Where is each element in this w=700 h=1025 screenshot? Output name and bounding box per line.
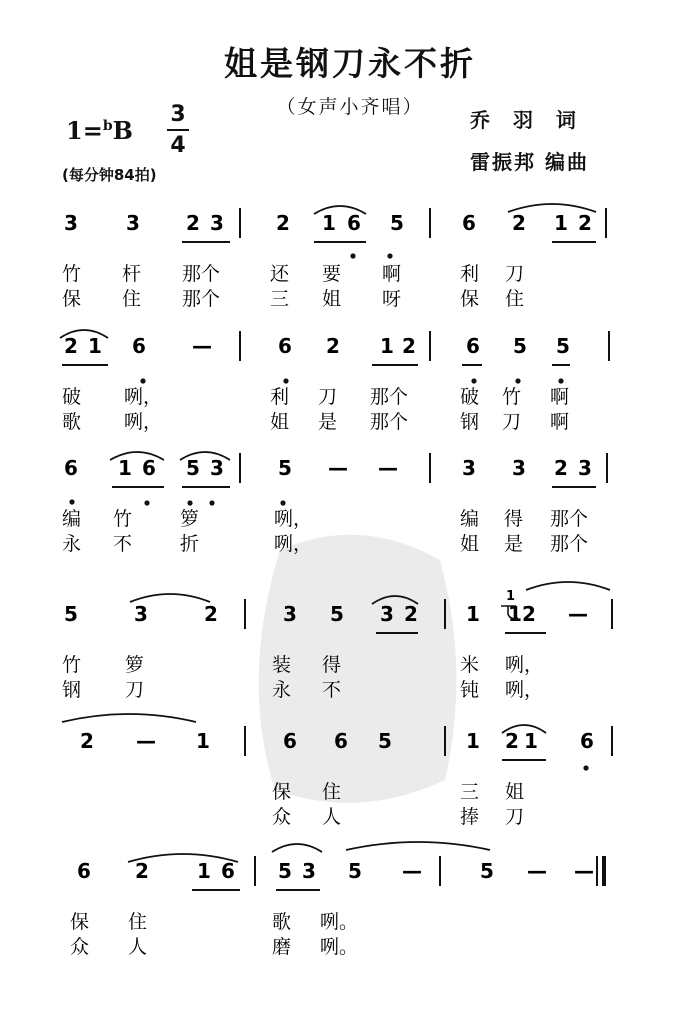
lyric-verse-1: 得	[322, 654, 342, 676]
lyric-verse-2: 磨	[272, 936, 292, 958]
lyric-verse-1: 那个	[370, 386, 409, 408]
lyric-verse-1: 利	[460, 263, 480, 285]
lyric-verse-2: 那个	[370, 411, 409, 433]
lyric-verse-2: 刀	[125, 679, 145, 701]
lyric-verse-2: 钢	[62, 679, 82, 701]
lyric-verse-2: 歌	[62, 411, 82, 433]
octave-dot	[583, 765, 588, 770]
lyric-verse-1: 装	[272, 654, 292, 676]
octave-dot	[144, 500, 149, 505]
note: 5	[390, 211, 404, 235]
lyric-verse-2: 众	[272, 806, 292, 828]
note: 5	[480, 859, 494, 883]
note: 6	[64, 456, 78, 480]
note: 6	[462, 211, 476, 235]
lyric-verse-1: 竹	[62, 654, 82, 676]
note: 5	[378, 729, 392, 753]
note: 3	[302, 859, 316, 883]
note: 1	[524, 729, 538, 753]
lyric-verse-1: 姐	[505, 781, 525, 803]
key-note: B	[112, 116, 133, 145]
note: 5	[64, 602, 78, 626]
note: 2	[505, 729, 519, 753]
lyric-verse-1: 那个	[182, 263, 221, 285]
lyric-verse-1: 咧，	[274, 508, 313, 530]
lyric-verse-2: 咧，	[124, 411, 163, 433]
octave-dot	[69, 499, 74, 504]
lyricist-credit: 乔 羽 词	[470, 108, 584, 132]
time-signature-bottom: 4	[170, 133, 186, 158]
octave-dot	[140, 378, 145, 383]
lyric-verse-2: 钢	[460, 411, 480, 433]
lyric-verse-2: 刀	[502, 411, 522, 433]
note: 5	[278, 859, 292, 883]
grace-note: 1	[506, 589, 516, 604]
note: 3	[134, 602, 148, 626]
lyric-verse-1: 保	[272, 781, 292, 803]
octave-dot	[283, 378, 288, 383]
arranger-credit: 雷振邦 编曲	[470, 150, 589, 174]
note: 2	[512, 211, 526, 235]
lyric-verse-1: 刀	[505, 263, 525, 285]
lyric-verse-2: 众	[70, 936, 90, 958]
lyric-verse-1: 箩	[180, 508, 200, 530]
lyric-verse-1: 住	[322, 781, 342, 803]
note: 3	[210, 456, 224, 480]
note: 1	[197, 859, 211, 883]
note: —	[574, 859, 594, 883]
note: 3	[210, 211, 224, 235]
lyric-verse-1: 箩	[125, 654, 145, 676]
note: 2	[276, 211, 290, 235]
note: 6	[132, 334, 146, 358]
lyric-verse-1: 竹	[113, 508, 133, 530]
note: 5	[186, 456, 200, 480]
lyric-verse-2: 永	[62, 533, 82, 555]
note: 2	[80, 729, 94, 753]
lyric-verse-1: 米	[460, 654, 480, 676]
note: 5	[348, 859, 362, 883]
octave-dot	[471, 378, 476, 383]
lyric-verse-1: 啊	[382, 263, 402, 285]
note: 3	[126, 211, 140, 235]
lyric-verse-2: 刀	[505, 806, 525, 828]
note: 6	[466, 334, 480, 358]
song-subtitle: （女声小齐唱）	[276, 96, 424, 118]
octave-dot	[387, 253, 392, 258]
lyric-verse-1: 刀	[318, 386, 338, 408]
lyric-verse-1: 那个	[550, 508, 589, 530]
lyric-verse-2: 保	[460, 288, 480, 310]
note: —	[192, 334, 212, 358]
lyric-verse-1: 还	[270, 263, 290, 285]
note: —	[527, 859, 547, 883]
lyric-verse-1: 啊	[550, 386, 570, 408]
octave-dot	[209, 500, 214, 505]
lyric-verse-2: 呀	[382, 288, 402, 310]
lyric-verse-1: 咧，	[505, 654, 544, 676]
note: 2	[554, 456, 568, 480]
lyric-verse-1: 住	[128, 911, 148, 933]
octave-dot	[515, 378, 520, 383]
slur	[272, 844, 322, 852]
note: 1	[88, 334, 102, 358]
lyric-verse-2: 是	[318, 411, 338, 433]
lyric-verse-2: 姐	[460, 533, 480, 555]
lyric-verse-2: 保	[62, 288, 82, 310]
note: 6	[77, 859, 91, 883]
lyric-verse-2: 钝	[460, 679, 480, 701]
note: 2	[186, 211, 200, 235]
lyric-verse-2: 折	[180, 533, 200, 555]
note: 3	[512, 456, 526, 480]
lyric-verse-2: 捧	[460, 806, 480, 828]
lyric-verse-1: 歌	[272, 911, 292, 933]
note: 2	[64, 334, 78, 358]
note: —	[378, 456, 398, 480]
tempo-marking: (每分钟84拍)	[62, 166, 157, 184]
note: 2	[326, 334, 340, 358]
note: 2	[204, 602, 218, 626]
lyric-verse-2: 咧。	[320, 936, 359, 958]
note: 3	[578, 456, 592, 480]
lyric-verse-1: 编	[62, 508, 82, 530]
note: 6	[580, 729, 594, 753]
lyric-verse-2: 咧，	[505, 679, 544, 701]
note: 1	[322, 211, 336, 235]
note: —	[568, 602, 588, 626]
note: 3	[462, 456, 476, 480]
note: 5	[330, 602, 344, 626]
lyric-verse-1: 三	[460, 781, 480, 803]
lyric-verse-2: 是	[504, 533, 524, 555]
lyric-verse-2: 那个	[182, 288, 221, 310]
note: 6	[278, 334, 292, 358]
lyric-verse-1: 咧，	[124, 386, 163, 408]
octave-dot	[187, 500, 192, 505]
note: 5	[513, 334, 527, 358]
lyric-verse-1: 破	[460, 386, 480, 408]
note: 2	[402, 334, 416, 358]
note: 1	[466, 602, 480, 626]
lyric-verse-1: 竹	[62, 263, 82, 285]
lyric-verse-1: 利	[270, 386, 290, 408]
octave-dot	[280, 500, 285, 505]
lyric-verse-2: 人	[322, 806, 342, 828]
note: 1	[118, 456, 132, 480]
note: 6	[221, 859, 235, 883]
song-title: 姐是钢刀永不折	[224, 44, 476, 83]
slur	[62, 714, 196, 722]
lyric-verse-1: 要	[322, 263, 342, 285]
lyric-verse-2: 三	[270, 288, 290, 310]
lyric-verse-2: 咧，	[274, 533, 313, 555]
slur	[526, 582, 610, 590]
note: —	[402, 859, 422, 883]
lyric-verse-1: 竹	[502, 386, 522, 408]
note: 5	[278, 456, 292, 480]
note: 3	[64, 211, 78, 235]
lyric-verse-1: 保	[70, 911, 90, 933]
lyric-verse-2: 永	[272, 679, 292, 701]
lyric-verse-2: 住	[505, 288, 525, 310]
lyric-verse-1: 破	[62, 386, 82, 408]
note: 2	[404, 602, 418, 626]
lyric-verse-1: 咧。	[320, 911, 359, 933]
note: 2	[135, 859, 149, 883]
lyric-verse-1: 杆	[122, 263, 142, 285]
note: 1	[466, 729, 480, 753]
time-signature-top: 3	[170, 102, 186, 127]
lyric-verse-2: 姐	[322, 288, 342, 310]
note: 1	[196, 729, 210, 753]
note: —	[136, 729, 156, 753]
flat-sign: b	[102, 118, 113, 134]
lyric-verse-2: 不	[322, 679, 342, 701]
key-prefix: 1=	[66, 116, 103, 145]
note: 2	[522, 602, 536, 626]
lyric-verse-2: 住	[122, 288, 142, 310]
lyric-verse-2: 那个	[550, 533, 589, 555]
note: 3	[380, 602, 394, 626]
note: 2	[578, 211, 592, 235]
note: 5	[556, 334, 570, 358]
slur	[130, 594, 210, 602]
lyric-verse-2: 啊	[550, 411, 570, 433]
octave-dot	[350, 253, 355, 258]
lyric-verse-2: 不	[113, 533, 133, 555]
lyric-verse-1: 得	[504, 508, 524, 530]
note: 1	[380, 334, 394, 358]
note: 1	[554, 211, 568, 235]
lyric-verse-2: 姐	[270, 411, 290, 433]
note: 6	[142, 456, 156, 480]
slur	[346, 842, 490, 850]
note: 6	[347, 211, 361, 235]
note: 6	[334, 729, 348, 753]
note: 6	[283, 729, 297, 753]
octave-dot	[558, 378, 563, 383]
note: 3	[283, 602, 297, 626]
lyric-verse-2: 人	[128, 936, 148, 958]
note: —	[328, 456, 348, 480]
note: 1	[508, 602, 522, 626]
lyric-verse-1: 编	[460, 508, 480, 530]
